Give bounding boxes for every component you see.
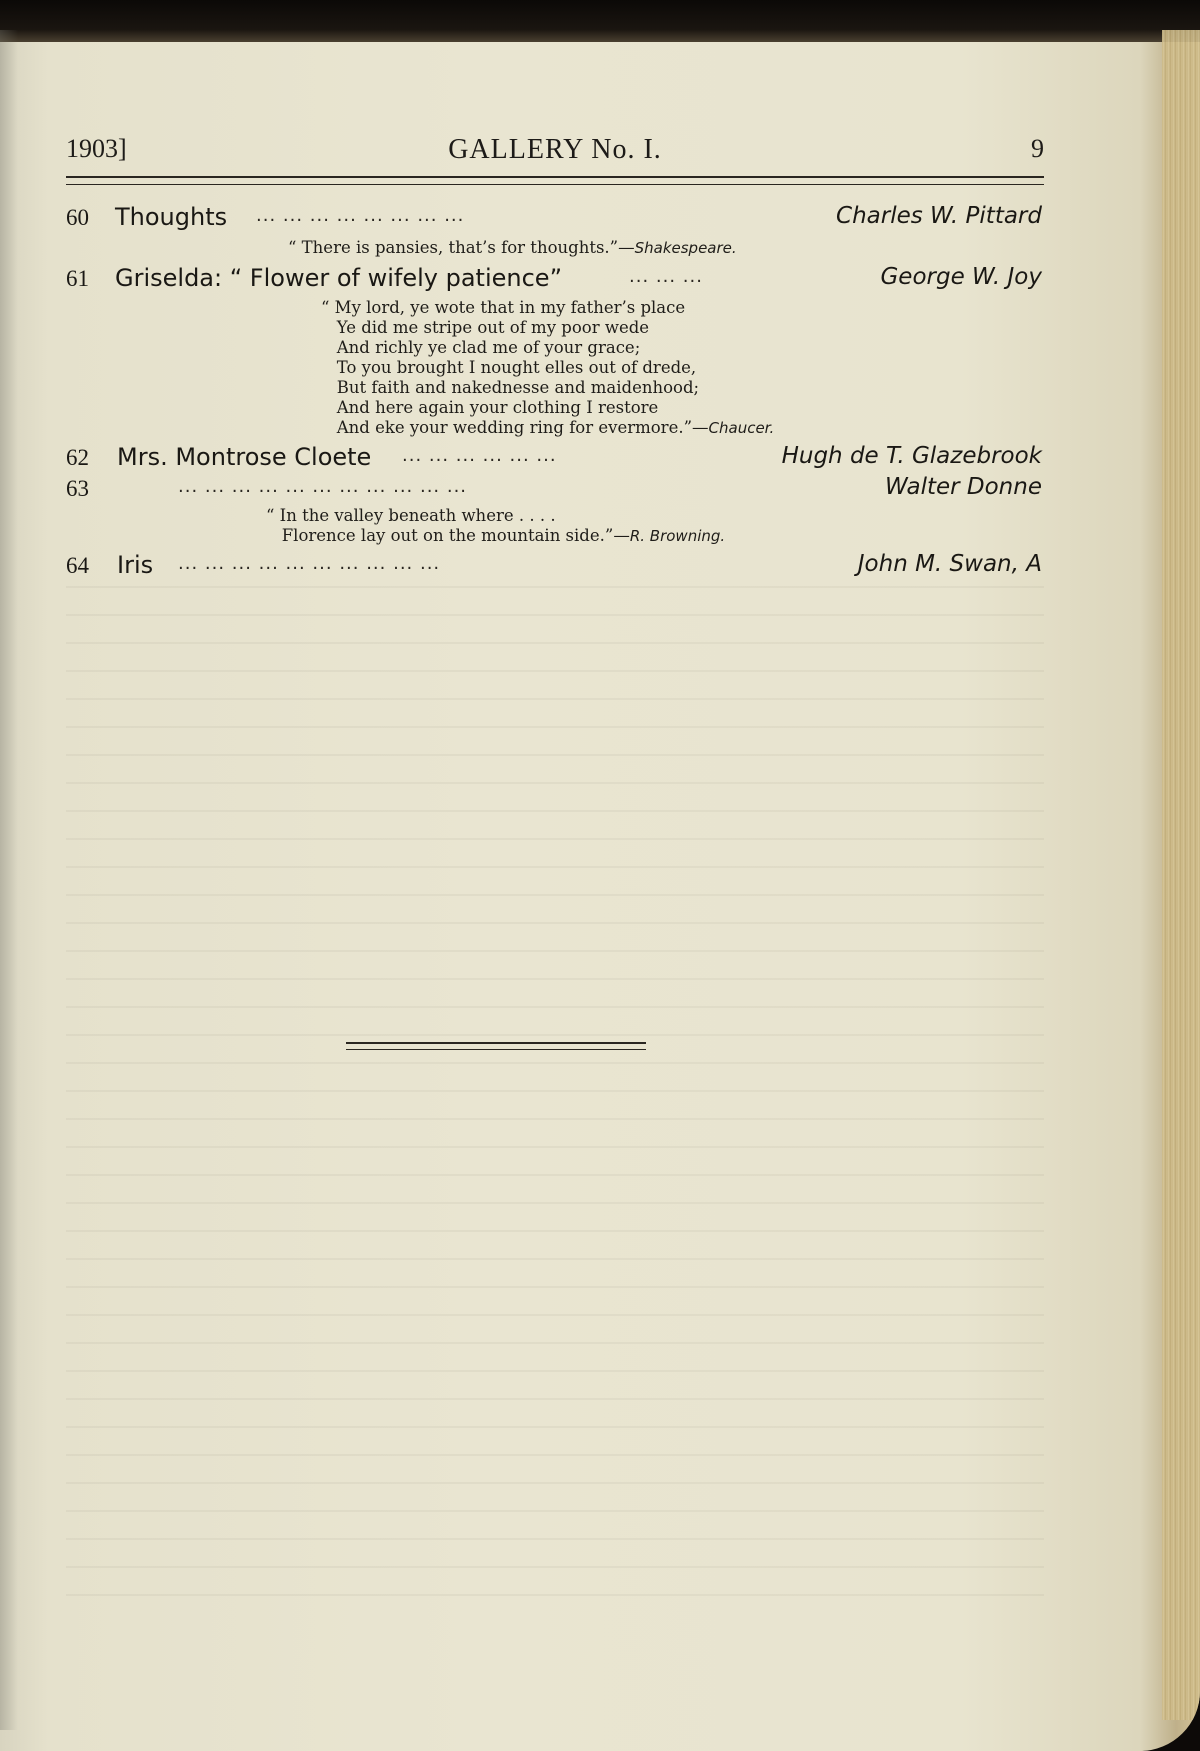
entry-number: 64 [66,553,89,578]
leader-dots: ... ... ... ... ... ... ... ... ... ... ... [178,476,468,497]
catalogue-entry [66,551,1044,581]
book-top-edge [0,0,1200,42]
catalogue-entry [66,443,1044,473]
gutter-shadow [0,30,18,1730]
entry-title: Iris [117,551,154,579]
entry-number: 60 [66,205,89,230]
quote-source: Shakespeare. [634,239,737,257]
entry-title: Griselda: “ Flower of wifely patience” [115,264,562,292]
leader-dots: ... ... ... ... ... ... ... ... ... ... [178,553,441,574]
entry-artist: George W. Joy [880,264,1042,290]
entry-title: Thoughts [115,203,228,231]
entry-quote [321,298,774,438]
quote-source: R. Browning. [629,527,726,545]
quote-text: “ In the valley beneath where . . . . Florence lay out on the mountain side.”— [266,506,630,545]
header-year: 1903] [66,134,127,163]
leader-dots: ... ... ... ... ... ... ... ... [256,205,465,226]
entry-quote [266,506,725,546]
catalogue-entry [66,264,1044,444]
section-end-rule [346,1042,646,1050]
entry-quote [288,238,737,258]
header-gallery-title: GALLERY No. I. [448,134,662,165]
quote-text: “ There is pansies, that’s for thoughts.”— [288,238,635,257]
leader-dots: ... ... ... [629,266,703,287]
entry-artist: Charles W. Pittard [836,203,1042,229]
entry-number: 63 [66,476,89,501]
entry-title: Mrs. Montrose Cloete [117,443,372,471]
catalogue-entry [66,474,1044,549]
catalogue-entry [66,203,1044,263]
quote-text: “ My lord, ye wote that in my father’s place Ye did me stripe out of my poor wede And richly ye clad me of your grace; To you brought I nought elles out of drede, But faith and nakednesse and maidenhood; And here again your clothing I restore And eke your wedding ring for evermore.”— [321,298,709,437]
quote-source: Chaucer. [708,419,775,437]
show-through-text [66,560,1044,1610]
page-edges [1162,30,1200,1720]
header-page-number: 9 [1031,134,1044,163]
entry-artist: Hugh de T. Glazebrook [781,443,1042,469]
entry-number: 61 [66,266,89,291]
entry-artist: Walter Donne [885,474,1042,500]
leader-dots: ... ... ... ... ... ... [402,445,557,466]
entry-number: 62 [66,445,89,470]
entry-artist: John M. Swan, A [857,551,1042,577]
header-rule [66,176,1044,185]
running-head [66,130,1044,170]
